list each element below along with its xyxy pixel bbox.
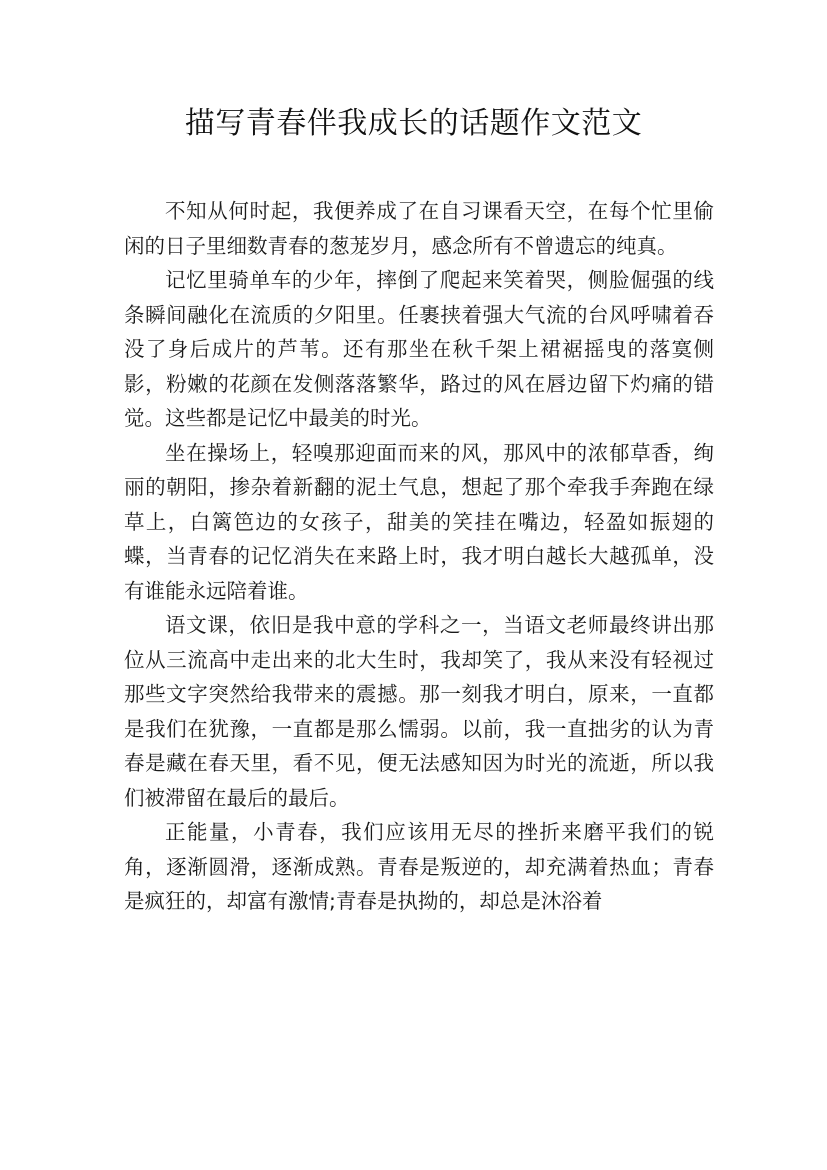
paragraph: 记忆里骑单车的少年，摔倒了爬起来笑着哭，侧脸倔强的线条瞬间融化在流质的夕阳里。任裹挟着强大气流的台风呼啸着吞没了身后成片的芦苇。还有那坐在秋千架上裙裾摇曳的落寞侧影，粉嫩的花颜在发侧落落繁华，路过的风在唇边留下灼痛的错觉。这些都是记忆中最美的时光。 (124, 268, 714, 430)
paragraph: 坐在操场上，轻嗅那迎面而来的风，那风中的浓郁草香，绚丽的朝阳，掺杂着新翻的泥土气息，想起了那个牵我手奔跑在绿草上，白篱笆边的女孩子，甜美的笑挂在嘴边，轻盈如振翅的蝶，当青春的记忆消失在来路上时，我才明白越长大越孤单，没有谁能永远陪着谁。 (124, 440, 714, 603)
paragraph: 正能量，小青春，我们应该用无尽的挫折来磨平我们的锐角，逐渐圆滑，逐渐成熟。青春是叛逆的，却充满着热血；青春是疯狂的，却富有激情;青春是执拗的，却总是沐浴着 (124, 820, 714, 913)
document-body (124, 194, 714, 919)
paragraph: 不知从何时起，我便养成了在自习课看天空，在每个忙里偷闲的日子里细数青春的葱茏岁月，感念所有不曾遗忘的纯真。 (124, 199, 714, 258)
document-title: 描写青春伴我成长的话题作文范文 (184, 106, 643, 141)
paragraph: 语文课，依旧是我中意的学科之一，当语文老师最终讲出那位从三流高中走出来的北大生时，我却笑了，我从来没有轻视过那些文字突然给我带来的震撼。那一刻我才明白，原来，一直都是我们在犹豫，一直都是那么懦弱。以前，我一直拙劣的认为青春是藏在春天里，看不见，便无法感知因为时光的流逝，所以我们被滞留在最后的最后。 (124, 613, 714, 810)
